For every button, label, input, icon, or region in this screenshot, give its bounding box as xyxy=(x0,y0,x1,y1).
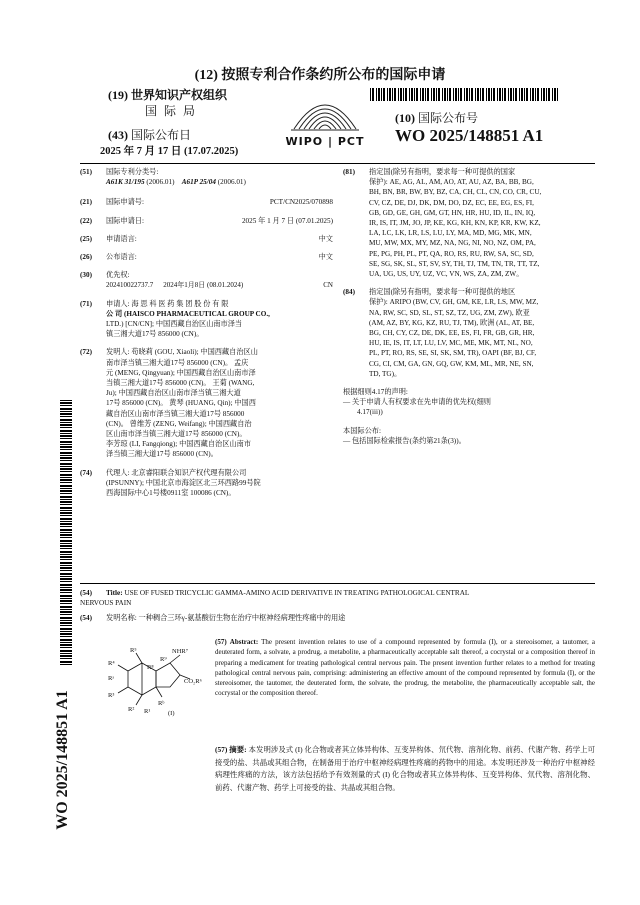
pubno-block xyxy=(395,109,478,126)
field-22-tag: (22) xyxy=(80,216,92,225)
pubdate-code: (43) xyxy=(108,128,128,142)
field-72-tag: (72) xyxy=(80,348,92,357)
wipo-logo xyxy=(285,95,365,153)
right-column xyxy=(343,167,595,446)
formula-r4: R⁴ xyxy=(108,660,115,667)
pubno-value: WO 2025/148851 A1 xyxy=(395,126,544,145)
title-en-label: Title: xyxy=(106,589,123,597)
inventor-line: 区山南市泽当镇三湘大道17号 856000 (CN)。 xyxy=(106,430,247,439)
field-25-value: 中文 xyxy=(318,234,333,243)
inventor-line: (CN)。 曾维芳 (ZENG, Weifang); 中国西藏自治 xyxy=(106,419,252,428)
title-en-line: NERVOUS PAIN xyxy=(80,599,132,608)
side-barcode xyxy=(60,400,72,665)
field-22-label: 国际申请日: xyxy=(106,216,144,225)
states-line: LA, LC, LK, LR, LS, LU, LY, MA, MD, MG, MK, MN, xyxy=(369,229,532,238)
chemical-formula xyxy=(100,643,210,723)
formula-r3: R³ xyxy=(108,692,115,699)
formula-r1: R¹ xyxy=(144,708,151,715)
field-26-value: 中文 xyxy=(318,253,333,262)
states-line: (AM, AZ, BY, KG, KZ, RU, TJ, TM), 欧洲 (AL, AT, BE, xyxy=(369,318,535,327)
states-line: TD, TG)。 xyxy=(369,369,402,378)
formula-co2r: CO₂R⁶ xyxy=(184,678,202,685)
inventor-line: 元 (MENG, Qingyuan); 中国西藏自治区山南市泽 xyxy=(106,368,256,377)
title-en-line: USE OF FUSED TRICYCLIC GAMMA-AMINO ACID DERIVATIVE IN TREATING PATHOLOGICAL CENTRAL xyxy=(124,589,470,597)
applicant-line: 公 司 (HAISCO PHARMACEUTICAL GROUP CO., xyxy=(106,309,270,318)
states-line: SE, SG, SK, SL, ST, SV, SY, TH, TJ, TM, TN, TR, TT, TZ, xyxy=(369,259,540,268)
top-barcode xyxy=(370,88,558,101)
field-21 xyxy=(80,197,333,207)
states-line: CV, CZ, DE, DJ, DK, DM, DO, DZ, EC, EE, EG, ES, FI, xyxy=(369,198,534,207)
formula-r8: R⁸ xyxy=(147,664,154,671)
pubdate-value: 2025 年 7 月 17 日 (17.07.2025) xyxy=(100,146,239,157)
field-71 xyxy=(80,299,333,340)
inventor-line: 17号 856000 (CN)。 黄琴 (HUANG, Qin); 中国西 xyxy=(106,399,256,408)
field-22-value: 2025 年 1 月 7 日 (07.01.2025) xyxy=(241,216,333,225)
field-54-tag: (54) xyxy=(80,589,92,597)
pubdate-block xyxy=(108,126,191,143)
inventor-line: 泽当镇三湘大道17号 856000 (CN)。 xyxy=(106,450,218,459)
field-81-tag: (81) xyxy=(343,168,355,176)
field-21-label: 国际申请号: xyxy=(106,198,144,207)
field-71-tag: (71) xyxy=(80,299,92,308)
title-zh-text: 一种稠合三环γ-氨基酸衍生物在治疗中枢神经病理性疼痛中的用途 xyxy=(138,614,346,623)
abstract-en xyxy=(215,637,595,699)
field-26 xyxy=(80,252,333,262)
formula-rb: Rᵇ xyxy=(158,700,165,707)
field-51 xyxy=(80,167,333,177)
document-title: (12) 按照专利合作条约所公布的国际申请 xyxy=(194,68,446,83)
ipc-class-1: A61K 31/195 xyxy=(106,178,145,187)
formula-structure xyxy=(100,643,210,723)
pubdate-label: 国际公布日 xyxy=(131,128,192,142)
field-51-tag: (51) xyxy=(80,168,92,176)
side-pubno: WO 2025/148851 A1 xyxy=(54,690,71,830)
field-30-label: 优先权: xyxy=(106,271,130,280)
abstract-en-tag: (57) xyxy=(215,638,227,646)
states-line: CG, CI, CM, GA, GN, GQ, GW, KM, ML, MR, NE, SN, xyxy=(369,359,534,368)
abstract-en-label: Abstract: xyxy=(229,638,259,646)
wipo-emblem-icon xyxy=(285,95,365,135)
publication-item: — 包括国际检索报告(条约第21条(3))。 xyxy=(343,436,466,445)
inventor-line: 藏自治区山南市泽当镇三湘大道17号 856000 xyxy=(106,409,245,418)
formula-r5: R⁵ xyxy=(130,647,137,654)
designated-states-national xyxy=(369,167,595,279)
inventor-line: Ju); 中国西藏自治区山南市泽当镇三湘大道 xyxy=(106,389,241,398)
states-line: PL, PT, RO, RS, SE, SI, SK, SM, TR), OAPI (BF, BJ, CF, xyxy=(369,349,537,358)
field-30-tag: (30) xyxy=(80,271,92,280)
field-26-tag: (26) xyxy=(80,253,92,262)
abstract-zh xyxy=(215,744,595,794)
field-74-tag: (74) xyxy=(80,468,92,477)
field-26-label: 公布语言: xyxy=(106,253,137,262)
abstract-en-text: The present invention relates to use of a compound represented by formula (I), or a stereoisomer, a tautomer, a deuterated form, a solvate, a prodrug, a metabolite, a pharmaceutically acceptable salt thereof, a cocrystal or a composition thereof in preparing a medicament for treating pathological central nervous pain. The present invention further relates to a method for treating pathological central nervous pain, comprising: administering an effective amount of the compound represented by formula (I), or the stereoisomer, the tautomer, the deuterated form, the solvate, the prodrug, the metabolite, the pharmaceutically acceptable salt, the cocrystal or the composition thereof. xyxy=(215,638,596,698)
declaration-title: 根据细则4.17的声明: xyxy=(343,388,408,397)
wipo-logo-text: WIPO | PCT xyxy=(285,135,365,148)
pubno-code: (10) xyxy=(395,111,415,125)
inventor-line: 当镇三湘大道17号 856000 (CN)。 王菊 (WANG, xyxy=(106,379,255,388)
states-line: 指定国(除另有指明，要求每一种可提供的地区 xyxy=(369,288,516,297)
field-25 xyxy=(80,234,333,244)
priority-country: CN xyxy=(323,281,333,290)
ipc-class-1-date: (2006.01) xyxy=(146,178,175,187)
title-divider xyxy=(80,583,595,584)
inventor-line: 发明人: 苟晓莉 (GOU, Xiaoli); 中国西藏自治区山 xyxy=(106,348,258,357)
field-84 xyxy=(343,287,595,379)
org-block xyxy=(108,86,227,103)
declaration-item-cont: 4.17(iii)) xyxy=(357,408,383,417)
abstract-zh-tag: (57) xyxy=(215,745,228,754)
agent-block xyxy=(106,468,333,499)
priority-number: 202410022737.7 xyxy=(106,281,154,290)
states-line: BH, BN, BR, BW, BY, BZ, CA, CH, CL, CN, CO, CR, CU, xyxy=(369,188,542,197)
applicant-line: 镇三湘大道17号 856000 (CN)。 xyxy=(106,330,204,339)
field-51-label: 国际专利分类号: xyxy=(106,168,159,176)
declaration-item: — 关于申请人有权要求在先申请的优先权(细则 xyxy=(343,398,491,407)
states-line: HU, IE, IS, IT, LT, LU, LV, MC, ME, MK, MT, NL, NO, xyxy=(369,339,533,348)
header-divider xyxy=(80,163,595,164)
designated-states-regional xyxy=(369,287,595,379)
org-code: (19) xyxy=(108,88,128,102)
states-line: MU, MW, MX, MY, MZ, NA, NG, NI, NO, NZ, OM, PA, xyxy=(369,239,536,248)
field-21-value: PCT/CN2025/070898 xyxy=(269,198,333,207)
states-line: NA, RW, SC, SD, SL, ST, SZ, TZ, UG, ZM, ZW), 欧亚 xyxy=(369,308,530,317)
applicant-line: LTD.) [CN/CN]; 中国西藏自治区山南市泽当 xyxy=(106,320,243,329)
field-30 xyxy=(80,270,333,280)
priority-date: 2024年1月8日 (08.01.2024) xyxy=(163,281,244,290)
agent-line: 西海国际中心1号楼0911室 100086 (CN)。 xyxy=(106,489,236,498)
org-name: 世界知识产权组织 xyxy=(131,88,228,102)
formula-r9: R⁹ xyxy=(160,656,167,663)
title-section xyxy=(80,588,595,624)
publication-title: 本国际公布: xyxy=(343,426,381,435)
inventor-line: 李芳琼 (LI, Fangqiong); 中国西藏自治区山南市 xyxy=(106,440,251,449)
agent-line: (IPSUNNY); 中国北京市海淀区北三环西路99号院 xyxy=(106,478,261,487)
field-81 xyxy=(343,167,595,279)
ipc-class-2-date: (2006.01) xyxy=(217,178,246,187)
states-line: GB, GD, GE, GH, GM, GT, HN, HR, HU, ID, IL, IN, IQ, xyxy=(369,208,536,217)
formula-nhr: NHR⁷ xyxy=(172,648,188,655)
chinese-title xyxy=(80,613,595,623)
field-84-tag: (84) xyxy=(343,288,355,297)
inventor-block xyxy=(106,347,333,459)
ipc-class-2: A61P 25/04 xyxy=(181,178,216,187)
states-line: PE, PG, PH, PL, PT, QA, RO, RS, RU, RW, SA, SC, SD, xyxy=(369,249,534,258)
agent-line: 代理人: 北京睿阳联合知识产权代理有限公司 xyxy=(106,468,247,477)
org-sub: 国 际 局 xyxy=(145,104,198,118)
field-51-classes xyxy=(80,177,333,187)
english-title xyxy=(80,588,595,598)
states-line: 指定国(除另有指明，要求每一种可提供的国家 xyxy=(369,168,516,176)
formula-label: (I) xyxy=(168,710,175,717)
states-line: UA, UG, US, UY, UZ, VC, VN, WS, ZA, ZM, ZW。 xyxy=(369,270,524,279)
field-54-tag: (54) xyxy=(80,614,92,623)
formula-ra: Rᵃ xyxy=(108,675,115,682)
states-line: 保护): ARIPO (BW, CV, GH, GM, KE, LR, LS, MW, MZ, xyxy=(369,298,539,307)
left-column xyxy=(80,167,333,498)
applicant-line: 申请人: 海 思 科 医 药 集 团 股 份 有 限 xyxy=(106,299,229,308)
states-line: 保护): AE, AG, AL, AM, AO, AT, AU, AZ, BA, BB, BG, xyxy=(369,178,534,187)
field-74 xyxy=(80,468,333,499)
field-25-label: 申请语言: xyxy=(106,234,137,243)
states-line: BG, CH, CY, CZ, DE, DK, EE, ES, FI, FR, GB, GR, HR, xyxy=(369,329,535,338)
field-22 xyxy=(80,216,333,226)
field-21-tag: (21) xyxy=(80,198,92,207)
formula-r2: R² xyxy=(128,706,135,713)
applicant-block xyxy=(106,299,333,340)
inventor-line: 南市泽当镇三湘大道17号 856000 (CN)。 孟庆 xyxy=(106,358,249,367)
priority-row xyxy=(80,280,333,290)
pubno-label: 国际公布号 xyxy=(418,111,479,125)
abstract-zh-text: 本发明涉及式 (I) 化合物或者其立体异构体、互变异构体、氘代物、溶剂化物、前药、代谢产物、药学上可接受的盐、共晶或其组合物，在制备用于治疗中枢神经病理性疼痛的药物中的用途。本发明还涉及一种治疗中枢神经病理性疼痛的方法，该方法包括给予有效剂量的式 (I) 化合物或者其立体异构体、互变异构体、氘代物、溶剂化物、前药、代谢产物、药学上可接受的盐、共晶或其组合物。 xyxy=(215,745,595,792)
abstract-zh-label: 摘要: xyxy=(229,745,247,754)
field-72 xyxy=(80,347,333,459)
states-line: IR, IS, IT, JM, JO, JP, KE, KG, KH, KN, KP, KR, KW, KZ, xyxy=(369,219,541,228)
field-25-tag: (25) xyxy=(80,234,92,243)
title-zh-label: 发明名称: xyxy=(106,614,137,623)
